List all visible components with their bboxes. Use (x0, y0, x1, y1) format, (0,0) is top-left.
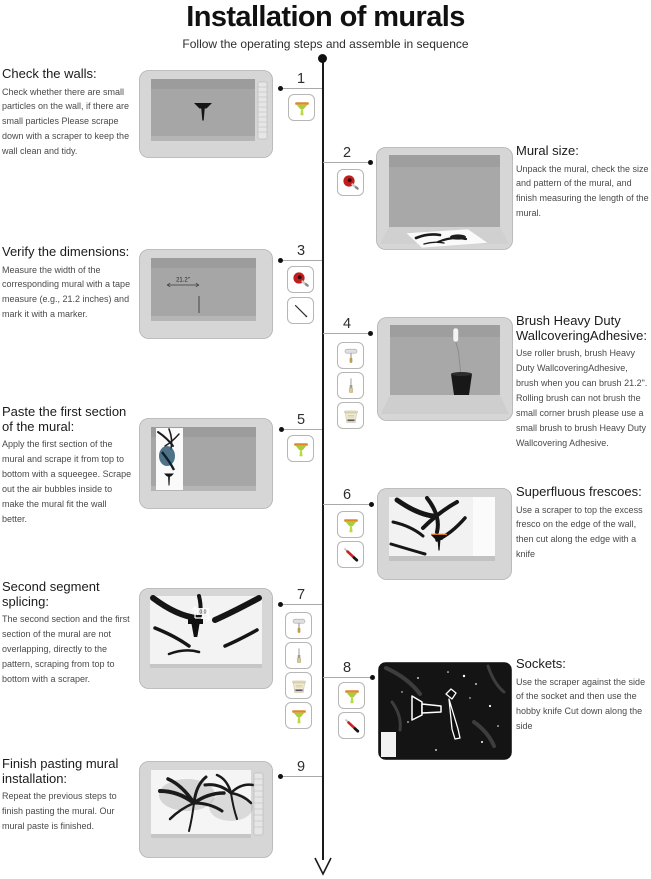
step-7-text (2, 580, 134, 687)
dimension-label: 21.2" (176, 277, 190, 284)
step-7-body: The second section and the first section of the mural are not overlapping, directly to the pattern, scraping from top to bottom with a scraper. (2, 614, 130, 684)
step-3-heading: Verify the dimensions: (2, 244, 130, 259)
step-5-heading: Paste the first section of the mural: (2, 404, 127, 434)
step-5-connector (282, 429, 322, 430)
knife-icon (342, 716, 362, 736)
step-3-text (2, 245, 134, 322)
step-9-body: Repeat the previous steps to finish pasting the mural. Our mural paste is finished. (2, 791, 117, 831)
roller-brush-icon (341, 346, 361, 366)
step-5-text (2, 405, 134, 527)
step-5-body: Apply the first section of the mural and scrape it from top to bottom with a squeegee. Scrape out the air bubbles inside to make the mural fit the wall better. (2, 439, 132, 524)
step-4-heading: Brush Heavy Duty WallcoveringAdhesive: (516, 313, 648, 343)
step-4-image (377, 317, 513, 421)
room-mural-on-floor-image (376, 147, 513, 250)
step-1-body: Check whether there are small particles on the wall, if there are small particles Please scrape down with a scraper to keep the wall clean and tidy. (2, 86, 130, 157)
step-4-body: Use roller brush, brush Heavy Duty WallcoveringAdhesive, brush when you can brush 21.2". Rolling brush can not brush the small corner brush please use a small brush to brush Heavy Duty Wallcovering Adhesive. (516, 348, 648, 448)
step-3-image (139, 249, 273, 339)
room-roller-bucket-image (377, 317, 513, 421)
step-5-image (139, 418, 273, 509)
step-7-tool-small-brush (285, 642, 312, 669)
step-7-tool-squeegee (285, 702, 312, 729)
step-8-tool-knife (338, 712, 365, 739)
squeegee-icon (342, 686, 362, 706)
roller-brush-icon (289, 616, 309, 636)
step-6-text (516, 485, 649, 562)
step-9-image (139, 761, 273, 858)
step-1-dot (278, 86, 283, 91)
small-brush-icon (341, 376, 361, 396)
step-7-image (139, 588, 273, 689)
step-1-number: 1 (296, 71, 306, 87)
step-6-connector (323, 504, 371, 505)
step-8-dot (370, 675, 375, 680)
origin-label: 0.0 (199, 609, 207, 616)
step-4-tool-roller-brush (337, 342, 364, 369)
step-2-heading: Mural size: (516, 143, 579, 158)
step-8-tool-squeegee (338, 682, 365, 709)
step-8-connector (323, 677, 372, 678)
step-4-tool-small-brush (337, 372, 364, 399)
adhesive-bucket-icon (289, 676, 309, 696)
timeline-start-dot (318, 54, 327, 63)
step-1-connector (281, 88, 322, 89)
squeegee-icon (292, 98, 312, 118)
socket-closeup-image (378, 662, 512, 760)
room-check-walls-image (139, 70, 273, 158)
step-7-tool-roller-brush (285, 612, 312, 639)
step-6-heading: Superfluous frescoes: (516, 484, 642, 499)
step-4-dot (368, 331, 373, 336)
step-4-number: 4 (342, 316, 352, 332)
page-title: Installation of murals (186, 1, 465, 33)
unpasted-strip (473, 497, 495, 561)
step-6-body: Use a scraper to top the excess fresco on the edge of the wall, then cut along the edge with a knife (516, 504, 643, 560)
step-7-tool-adhesive-bucket (285, 672, 312, 699)
step-2-image (376, 147, 513, 250)
step-9-dot (278, 774, 283, 779)
step-3-connector (281, 260, 322, 261)
room-second-strip-image (139, 588, 273, 689)
paint-roller-head (453, 328, 459, 342)
step-4-text (516, 314, 649, 451)
step-6-dot (369, 502, 374, 507)
step-7-dot (278, 602, 283, 607)
timeline-line (322, 57, 324, 860)
step-8-number: 8 (342, 660, 352, 676)
step-5-number: 5 (296, 412, 306, 428)
step-7-heading: Second segment splicing: (2, 579, 100, 609)
step-2-text (516, 144, 649, 221)
marker-icon (291, 301, 311, 321)
step-7-connector (281, 604, 322, 605)
step-2-number: 2 (342, 145, 352, 161)
step-9-connector (281, 776, 322, 777)
step-8-text (516, 657, 649, 734)
step-6-tool-squeegee (337, 511, 364, 538)
knife-icon (341, 545, 361, 565)
step-9-number: 9 (296, 759, 306, 775)
step-4-connector (323, 333, 371, 334)
step-8-heading: Sockets: (516, 656, 566, 671)
step-1-text (2, 67, 134, 159)
adhesive-bucket-silhouette (451, 374, 472, 395)
step-2-dot (368, 160, 373, 165)
step-4-tool-adhesive-bucket (337, 402, 364, 429)
room-measuring-image (139, 249, 273, 339)
step-3-dot (278, 258, 283, 263)
squeegee-icon (341, 515, 361, 535)
step-9-text (2, 757, 134, 834)
tape-measure-icon (341, 173, 361, 193)
room-finished-mural-image (139, 761, 273, 858)
step-6-image (377, 488, 512, 580)
step-6-number: 6 (342, 487, 352, 503)
squeegee-icon (289, 706, 309, 726)
step-8-body: Use the scraper against the side of the socket and then use the hobby knife Cut down along the side (516, 676, 646, 732)
step-3-body: Measure the width of the corresponding mural with a tape measure (e.g., 21.2 inches) and mark it with a marker. (2, 264, 131, 320)
step-3-number: 3 (296, 243, 306, 259)
adhesive-bucket-icon (341, 406, 361, 426)
step-9-heading: Finish pasting mural installation: (2, 756, 119, 786)
room-trim-excess-image (377, 488, 512, 580)
squeegee-icon (291, 439, 311, 459)
step-1-image (139, 70, 273, 158)
step-3-tool-marker (287, 297, 314, 324)
step-1-tool-squeegee (288, 94, 315, 121)
step-2-connector (323, 162, 371, 163)
step-3-tool-tape-measure (287, 266, 314, 293)
step-7-number: 7 (296, 587, 306, 603)
step-1-heading: Check the walls: (2, 66, 97, 81)
timeline-arrow-down-icon (312, 855, 334, 877)
tape-measure-icon (291, 270, 311, 290)
step-2-tool-tape-measure (337, 169, 364, 196)
step-8-image (378, 662, 512, 760)
small-brush-icon (289, 646, 309, 666)
step-5-dot (279, 427, 284, 432)
room-first-strip-image (139, 418, 273, 509)
step-5-tool-squeegee (287, 435, 314, 462)
step-2-body: Unpack the mural, check the size and pattern of the mural, and finish measuring the length of the mural. (516, 163, 649, 219)
page-subtitle: Follow the operating steps and assemble in sequence (182, 37, 469, 51)
step-6-tool-knife (337, 541, 364, 568)
